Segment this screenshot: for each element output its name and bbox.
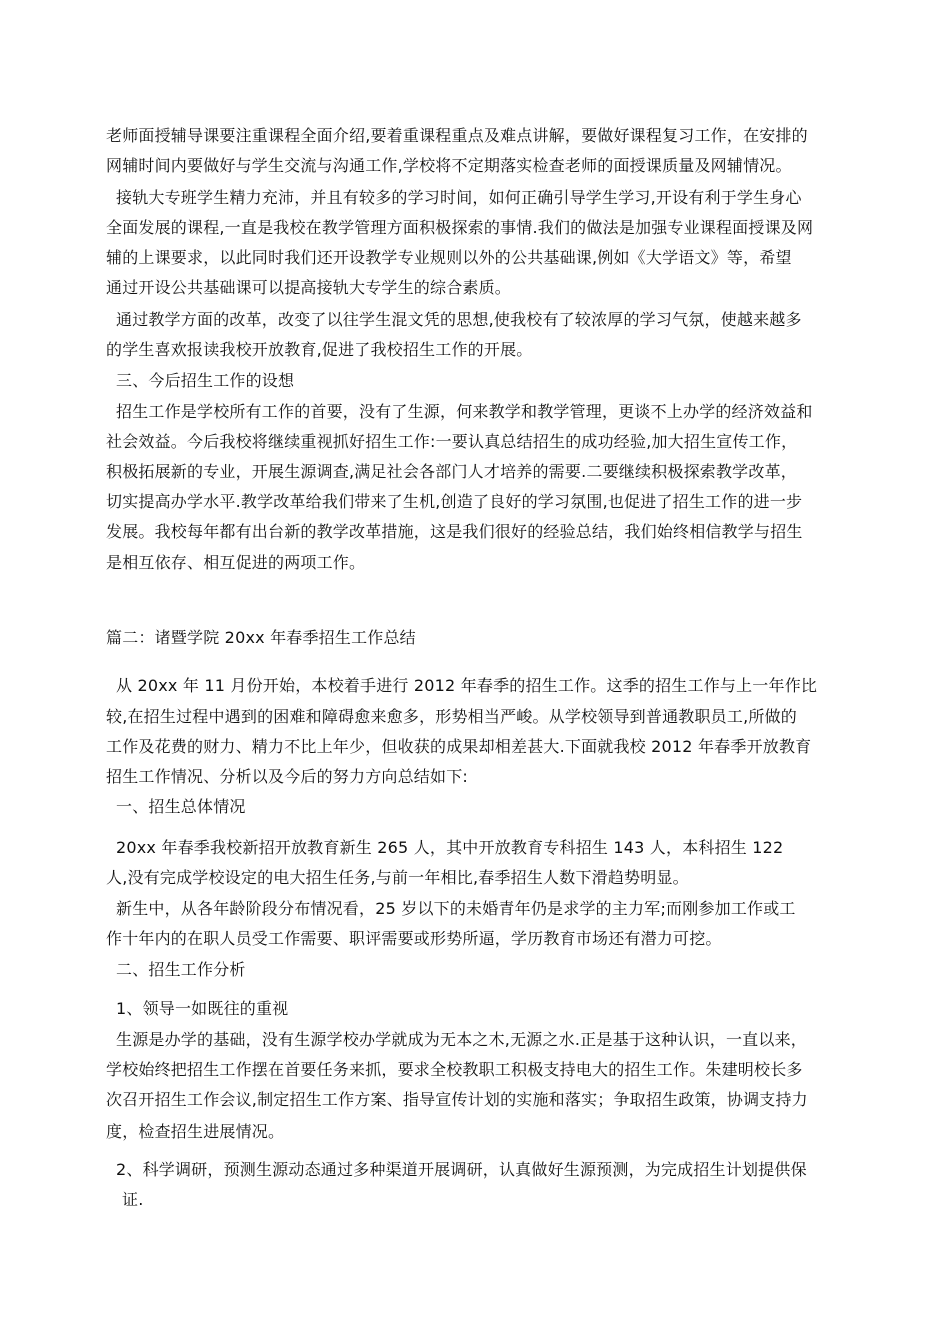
paragraph-line: 较,在招生过程中遇到的困难和障碍愈来愈多，形势相当严峻。从学校领导到普通教职员工,所做的: [106, 707, 797, 726]
article-title: 篇二：诸暨学院 20xx 年春季招生工作总结: [106, 628, 416, 647]
paragraph-line: 切实提高办学水平.教学改革给我们带来了生机,创造了良好的学习氛围,也促进了招生工作的进一步: [106, 492, 803, 511]
paragraph-line: 20xx 年春季我校新招开放教育新生 265 人，其中开放教育专科招生 143 人，本科招生 122: [116, 838, 784, 857]
paragraph-line: 的学生喜欢报读我校开放教育,促进了我校招生工作的开展。: [106, 340, 533, 359]
paragraph-line: 生源是办学的基础，没有生源学校办学就成为无本之木,无源之水.正是基于这种认识，一直以来，: [116, 1030, 807, 1049]
paragraph-line: 度，检查招生进展情况。: [106, 1122, 285, 1141]
section-heading: 二、招生工作分析: [116, 960, 246, 979]
paragraph-line: 发展。我校每年都有出台新的教学改革措施，这是我们很好的经验总结，我们始终相信教学与招生: [106, 522, 803, 541]
paragraph-line: 新生中，从各年龄阶段分布情况看，25 岁以下的未婚青年仍是求学的主力军;而刚参加工作或工: [116, 899, 796, 918]
paragraph-line: 辅的上课要求，以此同时我们还开设教学专业规则以外的公共基础课,例如《大学语文》等，希望: [106, 248, 792, 267]
paragraph-line: 全面发展的课程,一直是我校在教学管理方面积极探索的事情.我们的做法是加强专业课程面授课及网: [106, 218, 814, 237]
subsection-heading: 2、科学调研，预测生源动态通过多种渠道开展调研，认真做好生源预测，为完成招生计划提供保: [116, 1160, 807, 1179]
paragraph-line: 通过开设公共基础课可以提高接轨大专学生的综合素质。: [106, 278, 512, 297]
section-heading: 一、招生总体情况: [116, 797, 246, 816]
paragraph-line: 是相互依存、相互促进的两项工作。: [106, 553, 366, 572]
paragraph-line: 证.: [122, 1190, 144, 1209]
paragraph-line: 学校始终把招生工作摆在首要任务来抓，要求全校教职工积极支持电大的招生工作。朱建明校长多: [106, 1060, 803, 1079]
section-heading: 三、今后招生工作的设想: [116, 371, 295, 390]
paragraph-line: 老师面授辅导课要注重课程全面介绍,要着重课程重点及难点讲解，要做好课程复习工作，在安排的: [106, 126, 808, 145]
paragraph-line: 从 20xx 年 11 月份开始，本校着手进行 2012 年春季的招生工作。这季的招生工作与上一年作比: [116, 676, 818, 695]
paragraph-line: 工作及花费的财力、精力不比上年少，但收获的成果却相差甚大.下面就我校 2012 年春季开放教育: [106, 737, 812, 756]
paragraph-line: 通过教学方面的改革，改变了以往学生混文凭的思想,使我校有了较浓厚的学习气氛，使越来越多: [116, 310, 802, 329]
paragraph-line: 次召开招生工作会议,制定招生工作方案、指导宣传计划的实施和落实；争取招生政策，协调支持力: [106, 1090, 808, 1109]
paragraph-line: 招生工作情况、分析以及今后的努力方向总结如下:: [106, 767, 468, 786]
paragraph-line: 接轨大专班学生精力充沛，并且有较多的学习时间，如何正确引导学生学习,开设有利于学生身心: [116, 188, 802, 207]
subsection-heading: 1、领导一如既往的重视: [116, 999, 289, 1018]
paragraph-line: 积极拓展新的专业，开展生源调查,满足社会各部门人才培养的需要.二要继续积极探索教学改革，: [106, 462, 797, 481]
paragraph-line: 招生工作是学校所有工作的首要，没有了生源，何来教学和教学管理，更谈不上办学的经济效益和: [116, 402, 813, 421]
paragraph-line: 人,没有完成学校设定的电大招生任务,与前一年相比,春季招生人数下滑趋势明显。: [106, 868, 689, 887]
paragraph-line: 网辅时间内要做好与学生交流与沟通工作,学校将不定期落实检查老师的面授课质量及网辅情况。: [106, 156, 792, 175]
paragraph-line: 作十年内的在职人员受工作需要、职评需要或形势所逼，学历教育市场还有潜力可挖。: [106, 929, 722, 948]
paragraph-line: 社会效益。今后我校将继续重视抓好招生工作:一要认真总结招生的成功经验,加大招生宣传工作，: [106, 432, 798, 451]
